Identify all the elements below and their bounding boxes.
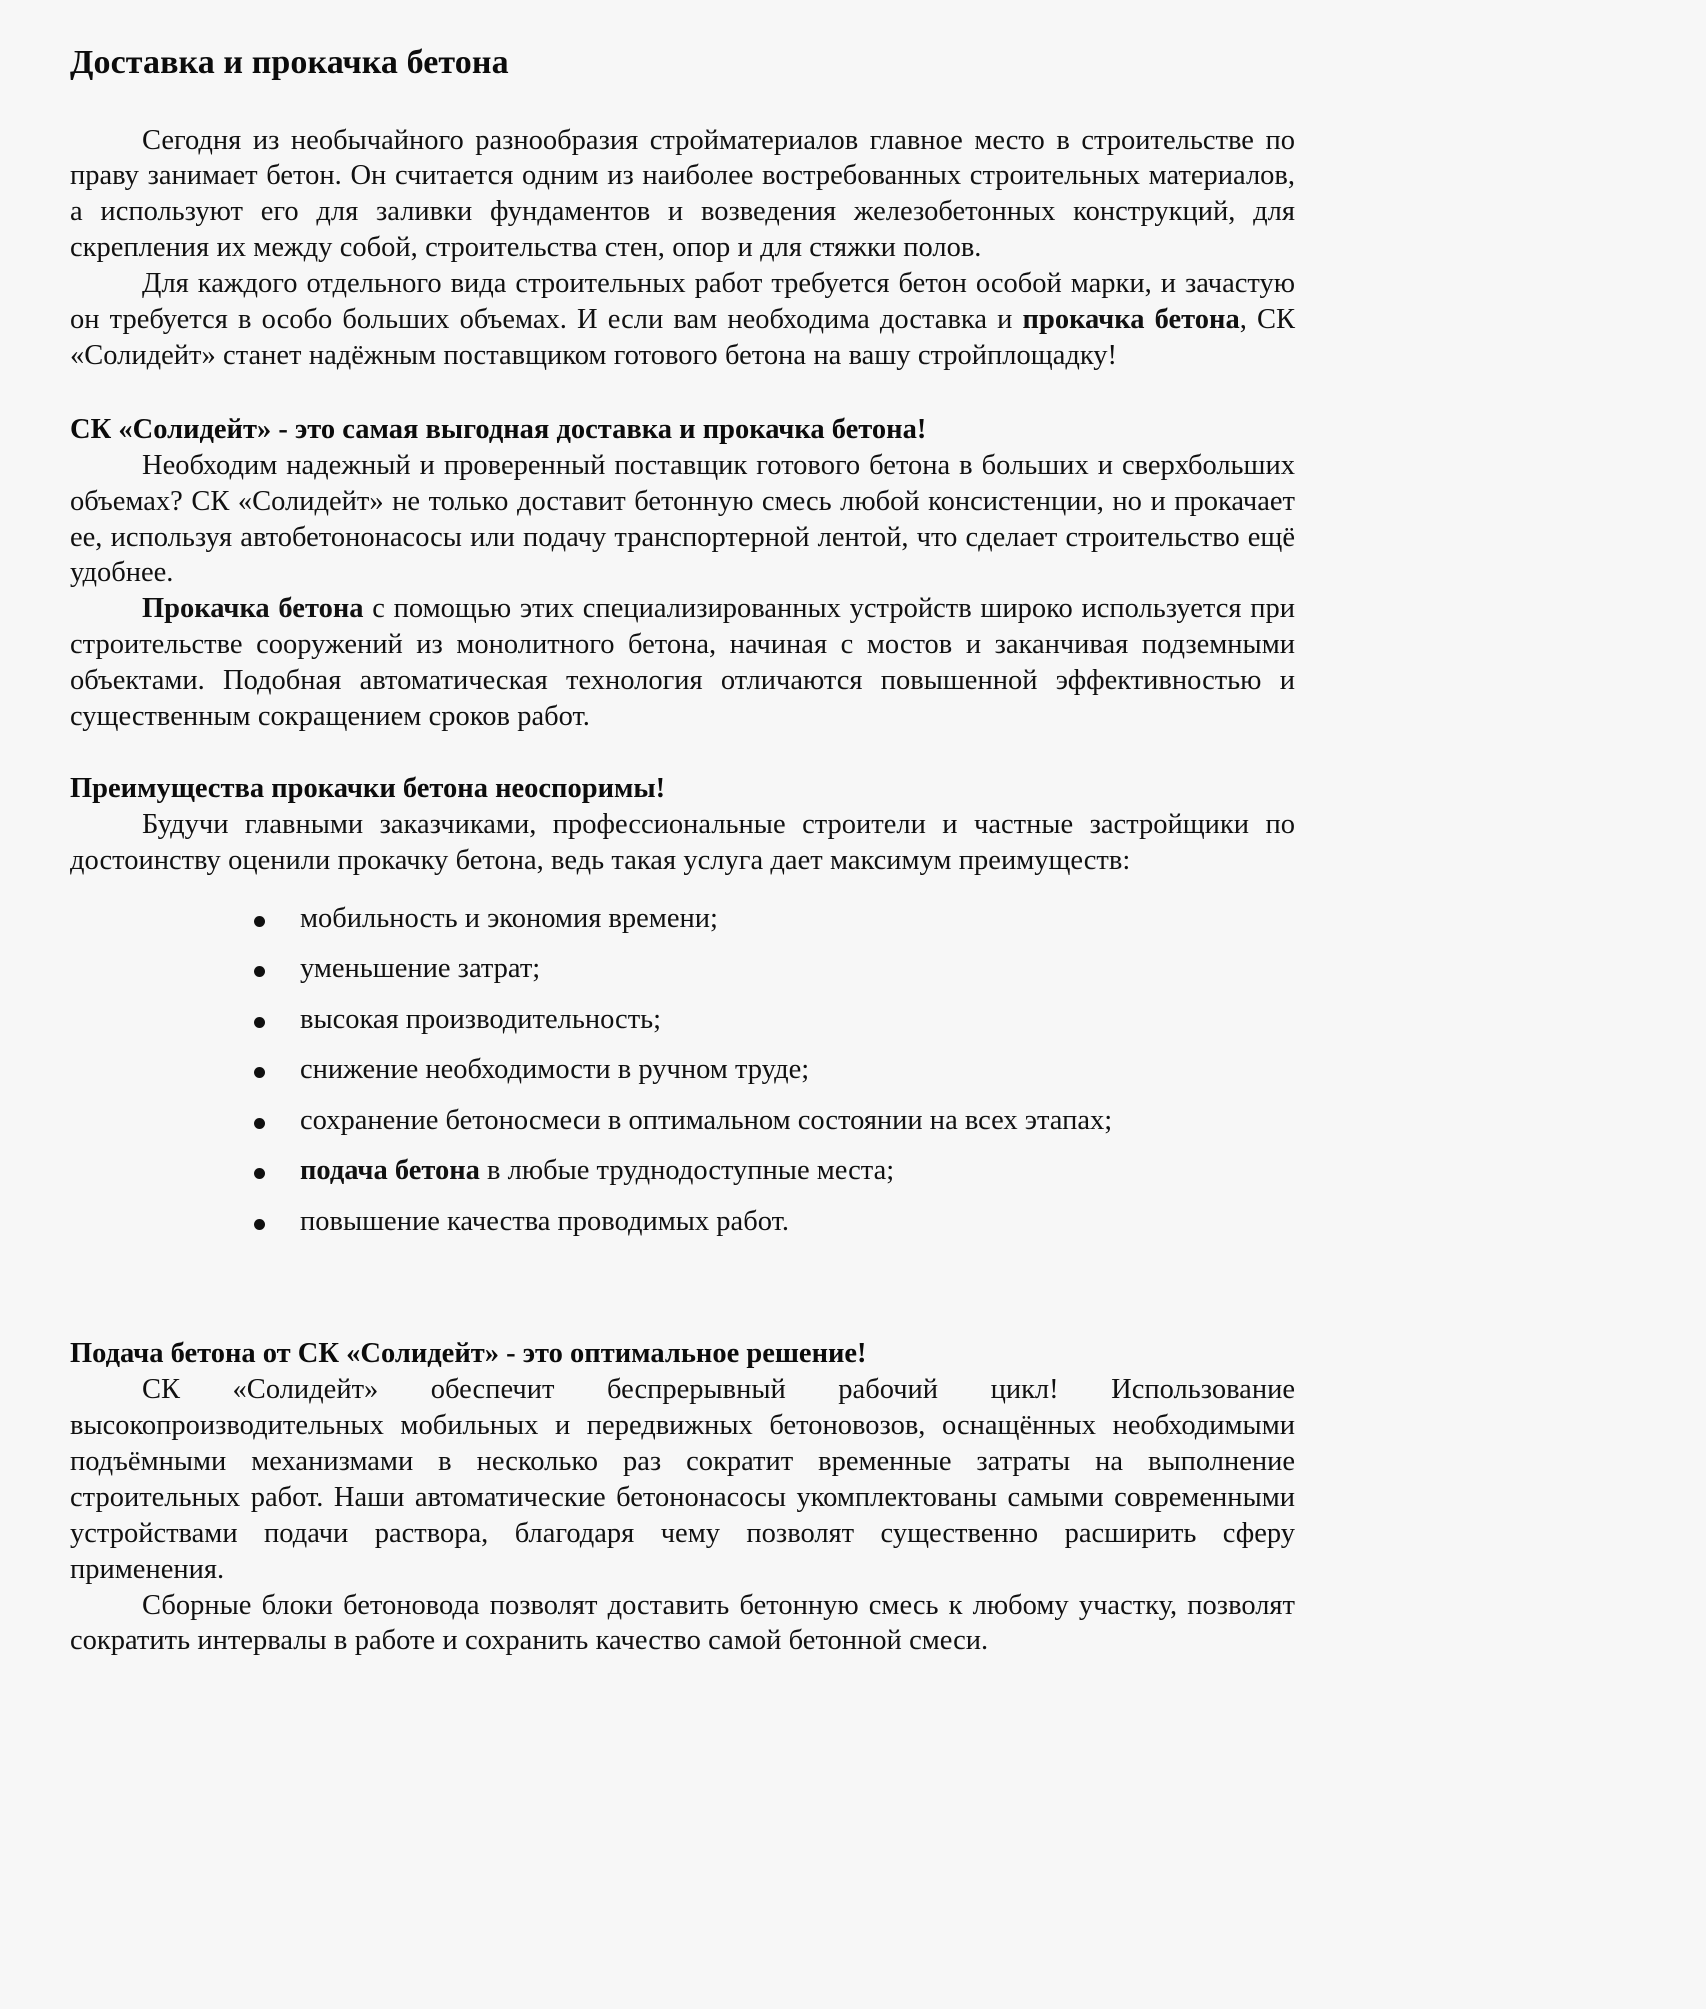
section-1-paragraph-1: Необходим надежный и проверенный поставщик готового бетона в больших и сверхбольших объемах? СК «Солидейт» не только доставит бетонную смесь любой консистенции, но и прокачает ее, используя автобетононасосы или подачу транспортерной лентой, что сделает строительство ещё удобнее. xyxy=(70,449,1295,589)
bullet-icon xyxy=(254,966,265,977)
list-item xyxy=(240,1205,1295,1237)
list-item xyxy=(240,1104,1295,1136)
section-3-paragraph-2: Сборные блоки бетоновода позволят доставить бетонную смесь к любому участку, позволят сократить интервалы в работе и сохранить качество самой бетонной смеси. xyxy=(70,1589,1295,1657)
benefits-list xyxy=(70,902,1295,1237)
section-2-paragraph-1: Будучи главными заказчиками, профессиональные строители и частные застройщики по достоинству оценили прокачку бетона, ведь такая услуга дает максимум преимуществ: xyxy=(70,808,1295,876)
spacer xyxy=(70,374,1295,388)
list-item xyxy=(240,955,1295,984)
list-item-label: в любые труднодоступные места; xyxy=(479,1155,895,1187)
bullet-icon xyxy=(254,1118,265,1129)
page-title: Доставка и прокачка бетона xyxy=(70,44,509,81)
intro-paragraph-2-text-before: Для каждого отдельного вида строительных работ требуется бетон особой марки, и зачастую он требуется в особо больших объемах. И если вам необходима доставка и xyxy=(70,268,1295,336)
spacer xyxy=(70,735,1295,749)
intro-paragraph-2-bold-term: прокачка бетона xyxy=(1022,304,1240,336)
section-heading-optimal-solution: Подача бетона от СК «Солидейт» - это оптимальное решение! xyxy=(70,1338,867,1370)
section-3-paragraph-1: СК «Солидейт» обеспечит беспрерывный рабочий цикл! Использование высокопроизводительных мобильных и передвижных бетоновозов, оснащённых необходимыми подъёмными механизмами в несколько раз сократит временные затраты на выполнение строительных работ. Наши автоматические бетононасосы укомплектованы самыми современными устройствами подачи раствора, благодаря чему позволят существенно расширить сферу применения. xyxy=(70,1374,1295,1585)
list-item-label: высокая производительность; xyxy=(300,1003,662,1035)
list-item xyxy=(240,1056,1295,1085)
bullet-icon xyxy=(254,1219,265,1230)
list-item-label: мобильность и экономия времени; xyxy=(300,902,718,934)
intro-paragraph-2 xyxy=(70,266,1295,374)
list-item xyxy=(240,902,1295,934)
intro-paragraph-2-text-after: , СК «Солидейт» станет надёжным поставщиком готового бетона на вашу стройплощадку! xyxy=(70,304,1296,371)
list-item xyxy=(240,1003,1295,1035)
intro-paragraph-1: Сегодня из необычайного разнообразия стройматериалов главное место в строительстве по праву занимает бетон. Он считается одним из наиболее востребованных строительных материалов, а используют его для заливки фундаментов и возведения железобетонных конструкций, для скрепления их между собой, строительства стен, опор и для стяжки полов. xyxy=(70,124,1295,264)
list-item-label: сохранение бетоносмеси в оптимальном состоянии на всех этапах; xyxy=(300,1104,1113,1136)
document-content xyxy=(70,42,1295,1659)
list-item-label: уменьшение затрат; xyxy=(300,953,541,985)
list-item-label: повышение качества проводимых работ. xyxy=(300,1205,790,1237)
spacer xyxy=(70,1258,1295,1312)
bullet-icon xyxy=(254,916,265,927)
section-1-paragraph-2-bold-term: Прокачка бетона xyxy=(142,593,364,625)
list-item-bold-prefix: подача бетона xyxy=(300,1155,480,1187)
bullet-icon xyxy=(254,1017,265,1028)
section-heading-advantageous-delivery: СК «Солидейт» - это самая выгодная доставка и прокачка бетона! xyxy=(70,413,927,445)
section-1-paragraph-2-text: с помощью этих специализированных устройств широко используется при строительстве сооружений из монолитного бетона, начиная с мостов и заканчивая подземными объектами. Подобная автоматическая технология отличаются повышенной эффективностью и существенным сокращением сроков работ. xyxy=(70,593,1295,733)
bullet-icon xyxy=(254,1168,265,1179)
bullet-icon xyxy=(254,1067,265,1078)
list-item xyxy=(240,1157,1295,1186)
section-1-paragraph-2 xyxy=(70,591,1295,735)
section-heading-benefits: Преимущества прокачки бетона неоспоримы! xyxy=(70,773,666,804)
list-item-label: снижение необходимости в ручном труде; xyxy=(300,1054,810,1086)
spacer xyxy=(70,879,1295,905)
